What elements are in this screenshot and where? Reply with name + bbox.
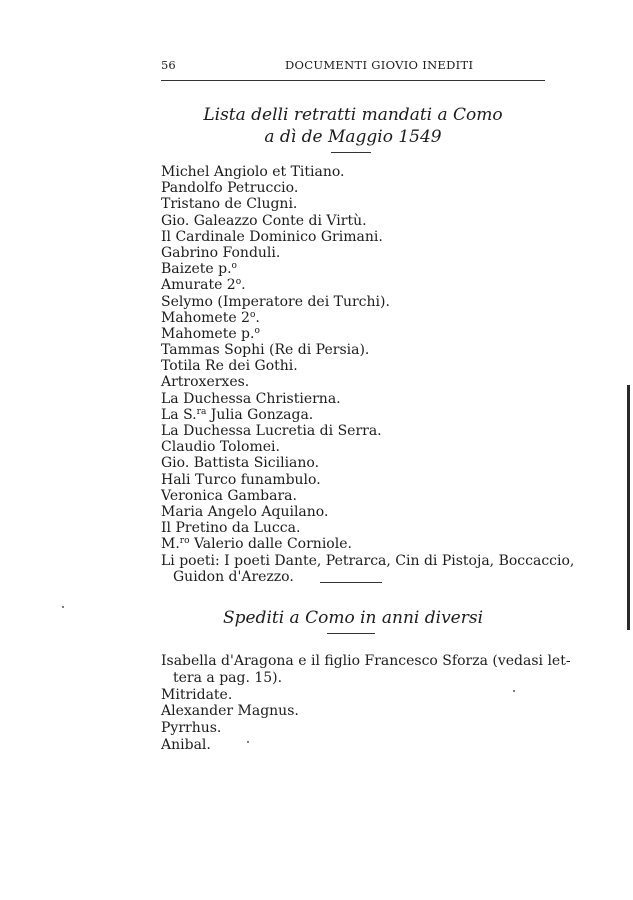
list-item: Alexander Magnus. (161, 703, 299, 720)
list-item: Baizete p.$^o$ (161, 261, 237, 278)
list-item: Gabrino Fonduli. (161, 244, 281, 261)
list-item: Amurate 2$^o$. (161, 277, 246, 294)
paper-speck (513, 690, 515, 692)
list-item: Tristano de Clugni. (161, 196, 298, 213)
section2-title: Spediti a Como in anni diversi (222, 608, 484, 628)
list-item: Mahomete p.$^o$ (161, 325, 260, 342)
list-item: Il Pretino da Lucca. (161, 520, 301, 537)
list-item: Mahomete 2$^o$. (161, 309, 260, 326)
list-item: Claudio Tolomei. (161, 439, 280, 456)
list-item: Guidon d'Arezzo. (173, 568, 294, 585)
list-item: Li poeti: I poeti Dante, Petrarca, Cin di Pistoja, Boccaccio, (161, 552, 575, 569)
list-item: Veronica Gambara. (161, 487, 297, 504)
list-item: M.$^{ro}$ Valerio dalle Corniole. (161, 536, 352, 553)
list-item: Tammas Sophi (Re di Persia). (161, 342, 370, 359)
section1-end-rule (320, 582, 382, 583)
page-number: 56 (161, 58, 176, 72)
section1-title-line1: Lista delli retratti mandati a Como (203, 105, 503, 125)
list-item: Mitridate. (161, 686, 233, 703)
running-title: DOCUMENTI GIOVIO INEDITI (285, 58, 474, 72)
section1-list (161, 164, 575, 585)
section1-title-line2: a dì de Maggio 1549 (264, 127, 442, 147)
list-item: Il Cardinale Dominico Grimani. (161, 228, 383, 245)
list-item: Totila Re dei Gothi. (161, 358, 298, 375)
list-item: Artroxerxes. (161, 374, 250, 391)
list-item: Gio. Galeazzo Conte di Virtù. (161, 212, 367, 229)
list-item: Isabella d'Aragona e il figlio Francesco Sforza (vedasi let- (161, 653, 571, 669)
list-item: Michel Angiolo et Titiano. (161, 164, 345, 180)
list-item: La Duchessa Lucretia di Serra. (161, 423, 382, 439)
list-item: Anibal. (161, 736, 211, 753)
list-item: Pyrrhus. (161, 720, 222, 737)
list-item: La S.$^{ra}$ Julia Gonzaga. (161, 406, 314, 423)
page-edge-shadow (627, 385, 630, 630)
section2-list (161, 653, 571, 754)
list-item: tera a pag. 15). (173, 669, 283, 686)
paper-speck (62, 606, 64, 608)
header-rule (161, 80, 545, 81)
section1-title-rule (331, 152, 371, 153)
list-item: La Duchessa Christierna. (161, 390, 341, 407)
page-header (161, 58, 545, 78)
list-item: Gio. Battista Siciliano. (161, 455, 320, 472)
list-item: Hali Turco funambulo. (161, 471, 321, 488)
section2-title-rule (327, 633, 375, 634)
list-item: Selymo (Imperatore dei Turchi). (161, 293, 390, 310)
list-item: Maria Angelo Aquilano. (161, 503, 329, 520)
paper-speck (247, 741, 249, 743)
list-item: Pandolfo Petruccio. (161, 180, 299, 197)
